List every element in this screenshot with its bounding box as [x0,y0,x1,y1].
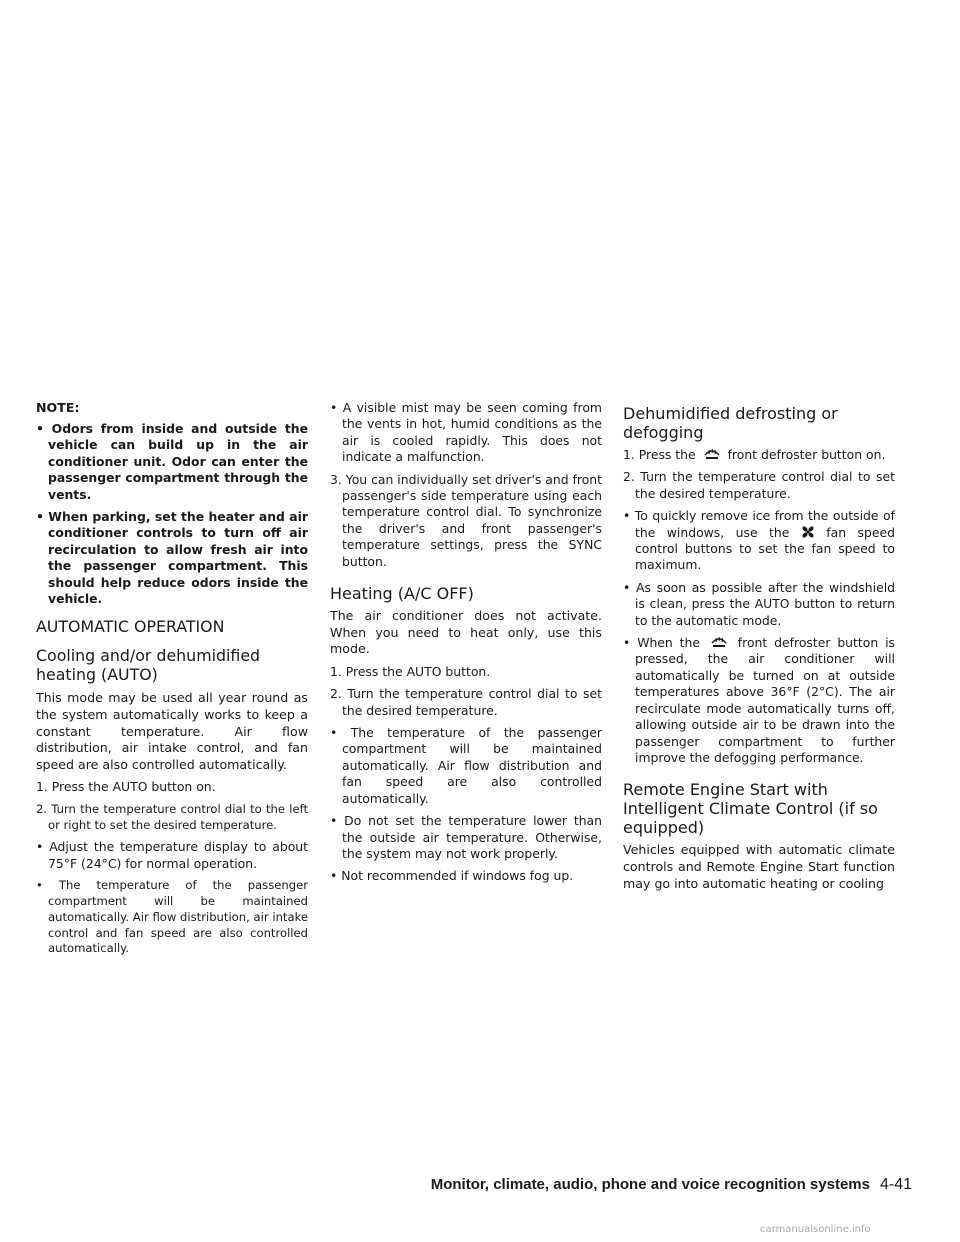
cooling-step-2: 2. Turn the temperature control dial to the left or right to set the desired temperature. [36,801,308,832]
heading-automatic-operation: AUTOMATIC OPERATION [36,617,225,637]
column-2 [330,400,602,891]
note-item-parking: • When parking, set the heater and air conditioner controls to turn off air recirculation to allow fresh air into the passenger compartment. This should help reduce odors inside the vehicle. [36,509,308,607]
cooling-bullet-maintained: • The temperature of the passenger compartment will be maintained automatically. Air flow distribution, air intake control and fan speed are also controlled automatically. [36,878,308,956]
column-3 [623,400,895,892]
heating-step-2: 2. Turn the temperature control dial to set the desired temperature. [330,686,602,718]
heating-bullet-lower: • Do not set the temperature lower than the outside air temperature. Otherwise, the system may not work properly. [330,813,602,861]
defog-step-1 [623,447,895,463]
cooling-intro: This mode may be used all year round as the system automatically works to keep a constant temperature. Air flow distribution, air intake control, and fan speed are also controlled automatically. [36,690,308,772]
defog-when-pre: • When the [623,635,700,651]
defog-bullet-when [623,635,895,766]
note-label: NOTE: [36,400,80,415]
front-defroster-icon [700,447,724,461]
defog-ice-post: fan speed control buttons to set the fan speed to maximum. [635,524,895,573]
footer-section-title: Monitor, climate, audio, phone and voice recognition systems [430,1176,870,1193]
heating-intro: The air conditioner does not activate. When you need to heat only, use this mode. [330,608,602,657]
sync-step: 3. You can individually set driver's and front passenger's side temperature using each temperature control dial. To synchronize the driver's and front passenger's temperature settings, press the SYNC button. [330,471,602,569]
defog-when-post: front defroster button is pressed, the air conditioner will automatically be turned on at outside temperatures above 36°F (2°C). The air recirculate mode automatically turns off, allowing outside air to be drawn into the passenger compartment to further improve the defogging performance. [635,635,895,765]
defog-step-2: 2. Turn the temperature control dial to set the desired temperature. [623,469,895,501]
page-footer [431,1176,912,1194]
mist-bullet: • A visible mist may be seen coming from the vents in hot, humid conditions as the air is cooled rapidly. This does not indicate a malfunction. [330,400,602,465]
heating-step-1: 1. Press the AUTO button. [330,663,491,679]
cooling-step-1: 1. Press the AUTO button on. [36,779,216,795]
remote-text: Vehicles equipped with automatic climate controls and Remote Engine Start function may go into automatic heating or cooling [623,842,895,891]
heading-remote-engine-start: Remote Engine Start with Intelligent Climate Control (if so equipped) [623,780,878,838]
watermark: carmanualsonline.info [760,1224,871,1235]
heating-bullet-fog: • Not recommended if windows fog up. [330,868,574,884]
heading-cooling: Cooling and/or dehumidified heating (AUTO) [36,646,261,685]
fan-speed-icon [801,525,815,539]
page-number: 4-41 [879,1176,912,1193]
defog-step-1-pre: 1. Press the [623,447,696,462]
defog-bullet-asap: • As soon as possible after the windshield is clean, press the AUTO button to return to the automatic mode. [623,579,895,628]
defog-bullet-ice [623,508,895,574]
note-item-odors: • Odors from inside and outside the vehicle can build up in the air conditioner unit. Odor can enter the passenger compartment through the vents. [36,421,308,502]
heading-defogging: Dehumidified defrosting or defogging [623,404,838,442]
front-defroster-icon [707,635,731,649]
heading-heating: Heating (A/C OFF) [330,584,474,604]
heating-bullet-maintained: • The temperature of the passenger compartment will be maintained automatically. Air flow distribution and fan speed are also controlled automatically. [330,725,602,806]
defog-step-1-post: front defroster button on. [727,447,886,462]
defog-ice-pre: • To quickly remove ice from the outside of the windows, use the [623,508,895,540]
cooling-bullet-adjust: • Adjust the temperature display to about 75°F (24°C) for normal operation. [36,839,308,871]
column-1 [36,400,308,963]
